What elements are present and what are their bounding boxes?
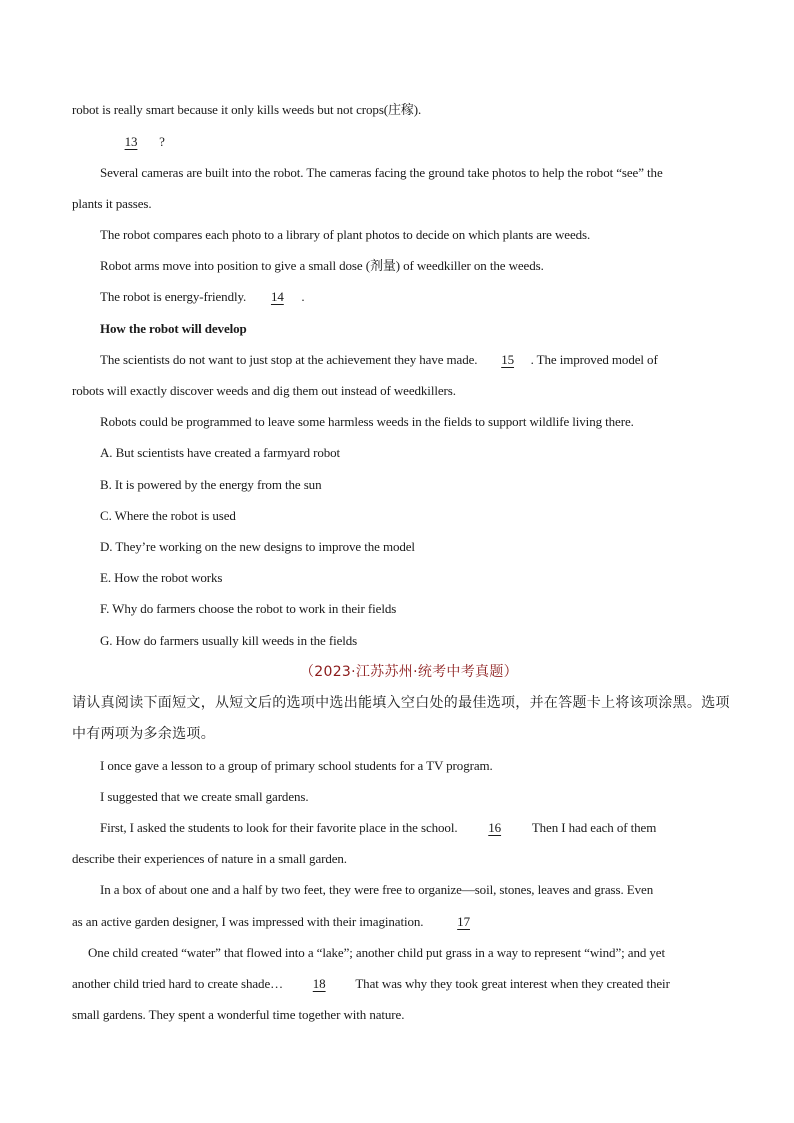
option-d[interactable]	[100, 538, 415, 556]
blank-16[interactable]: 16	[488, 820, 502, 835]
option-g[interactable]	[100, 632, 357, 650]
text: ?	[159, 134, 165, 149]
instruction-line	[72, 725, 215, 743]
text: small gardens. They spent a wonderful time together with nature.	[72, 1007, 405, 1022]
paragraph-line	[88, 944, 665, 962]
text: robots will exactly discover weeds and dig them out instead of weedkillers.	[72, 383, 456, 398]
option-text: Where the robot is used	[114, 508, 236, 523]
text: . The improved model of	[530, 352, 658, 367]
text: describe their experiences of nature in a small garden.	[72, 851, 347, 866]
text: 请认真阅读下面短文，从短文后的选项中选出能填入空白处的最佳选项，并在答题卡上将该项涂黑。选项	[72, 695, 730, 711]
option-b[interactable]	[100, 476, 322, 494]
paragraph-line	[72, 850, 347, 868]
text: First, I asked the students to look for their favorite place in the school.	[100, 820, 458, 835]
passage-line	[72, 101, 421, 119]
option-letter: G.	[100, 633, 113, 648]
option-e[interactable]	[100, 569, 222, 587]
option-text: They’re working on the new designs to improve the model	[115, 539, 415, 554]
paragraph-line	[100, 819, 656, 837]
heading-text: How the robot will develop	[100, 321, 247, 336]
paragraph-line	[100, 351, 658, 369]
blank-13-line	[106, 133, 165, 151]
text: The scientists do not want to just stop at the achievement they have made.	[100, 352, 478, 367]
blank-13[interactable]: 13	[124, 134, 138, 149]
text: Then I had each of them	[531, 820, 657, 835]
text: .	[301, 289, 305, 304]
option-letter: F.	[100, 601, 110, 616]
option-text: It is powered by the energy from the sun	[114, 477, 322, 492]
blank-15[interactable]: 15	[501, 352, 515, 367]
option-text: How do farmers usually kill weeds in the fields	[115, 633, 358, 648]
option-letter: B.	[100, 477, 112, 492]
text: Robots could be programmed to leave some harmless weeds in the fields to support wildlife living there.	[100, 414, 634, 429]
paragraph-line	[100, 164, 663, 182]
section-heading	[100, 320, 247, 338]
option-letter: E.	[100, 570, 111, 585]
text: The robot is energy-friendly.	[100, 289, 247, 304]
text: Several cameras are built into the robot. The cameras facing the ground take photos to help the robot “see” the	[100, 165, 663, 180]
text: I once gave a lesson to a group of primary school students for a TV program.	[100, 758, 493, 773]
text: as an active garden designer, I was impressed with their imagination.	[72, 914, 424, 929]
paragraph-line	[72, 1006, 404, 1024]
paragraph-line	[100, 881, 653, 899]
option-f[interactable]	[100, 600, 396, 618]
text: The robot compares each photo to a library of plant photos to decide on which plants are weeds.	[100, 227, 591, 242]
option-text: How the robot works	[114, 570, 223, 585]
text: In a box of about one and a half by two feet, they were free to organize—soil, stones, leaves and grass. Even	[100, 882, 654, 897]
option-letter: A.	[100, 445, 113, 460]
option-a[interactable]	[100, 444, 340, 462]
option-text: But scientists have created a farmyard robot	[115, 445, 341, 460]
option-letter: C.	[100, 508, 112, 523]
paragraph-line	[100, 288, 305, 306]
text: I suggested that we create small gardens.	[100, 789, 309, 804]
option-c[interactable]	[100, 507, 236, 525]
paragraph-line	[100, 788, 309, 806]
paragraph-line	[100, 226, 590, 244]
blank-14[interactable]: 14	[270, 289, 284, 304]
blank-17[interactable]: 17	[457, 914, 470, 929]
paragraph-line	[100, 413, 634, 431]
paragraph-line	[72, 195, 152, 213]
paragraph-line	[72, 382, 456, 400]
text: One child created “water” that flowed into a “lake”; another child put grass in a way to represent “wind”; and yet	[88, 945, 665, 960]
option-text: Why do farmers choose the robot to work in their fields	[112, 601, 397, 616]
option-letter: D.	[100, 539, 113, 554]
source-text: （2023·江苏苏州·统考中考真题）	[300, 664, 518, 680]
paragraph-line	[100, 257, 544, 275]
text: another child tried hard to create shade…	[72, 976, 284, 991]
blank-18[interactable]: 18	[312, 976, 326, 991]
paragraph-line	[72, 913, 495, 931]
text: 中有两项为多余选项。	[72, 726, 215, 742]
text: robot is really smart because it only kills weeds but not crops(庄稼).	[72, 102, 422, 117]
text: That was why they took great interest when they created their	[355, 976, 670, 991]
paragraph-line	[100, 757, 493, 775]
exam-source	[300, 663, 518, 681]
text: Robot arms move into position to give a small dose (剂量) of weedkiller on the weeds.	[100, 258, 544, 273]
paragraph-line	[72, 975, 670, 993]
text: plants it passes.	[72, 196, 152, 211]
instruction-line	[72, 694, 730, 712]
